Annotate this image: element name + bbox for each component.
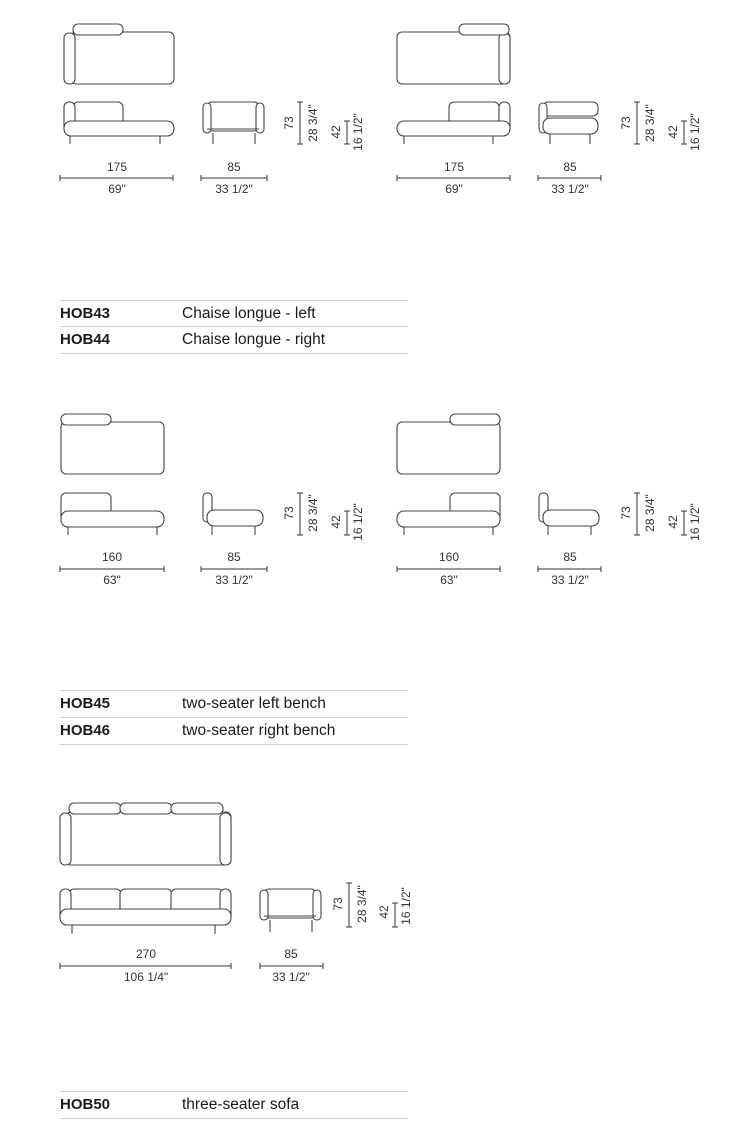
product-code: HOB45 xyxy=(60,695,111,712)
depth-cm: 85 xyxy=(227,160,241,174)
height-dimension-line xyxy=(634,493,640,535)
chaise-left-top-view xyxy=(64,24,174,84)
height-dimension-line xyxy=(346,883,352,927)
width-in: 63" xyxy=(440,573,458,587)
chaise-left-front-view xyxy=(64,102,174,144)
depth-in: 33 1/2" xyxy=(215,573,253,587)
width-in: 69" xyxy=(108,182,126,196)
height-in: 28 3/4" xyxy=(643,494,657,532)
height-in: 28 3/4" xyxy=(306,494,320,532)
product-name: Chaise longue - right xyxy=(182,331,326,348)
product-row xyxy=(60,691,408,717)
depth-in: 33 1/2" xyxy=(551,182,589,196)
sofa-side-view xyxy=(260,889,321,932)
bench-left-front-view xyxy=(61,493,164,535)
height-in: 28 3/4" xyxy=(355,885,369,923)
sofa-front-view xyxy=(60,889,231,934)
seat-in: 16 1/2" xyxy=(399,887,413,925)
width-in: 63" xyxy=(103,573,121,587)
seat-dimension-line xyxy=(392,903,398,927)
depth-cm: 85 xyxy=(284,947,298,961)
height-cm: 73 xyxy=(619,506,633,520)
width-cm: 270 xyxy=(135,947,157,961)
depth-in: 33 1/2" xyxy=(272,970,310,984)
width-dimension-line xyxy=(60,175,173,181)
seat-in: 16 1/2" xyxy=(351,503,365,541)
product-row xyxy=(60,718,408,744)
depth-in: 33 1/2" xyxy=(215,182,253,196)
seat-dimension-line xyxy=(681,121,687,144)
table-rule xyxy=(60,353,408,354)
product-code: HOB44 xyxy=(60,331,111,348)
product-code: HOB46 xyxy=(60,722,111,739)
bench-right-front-view xyxy=(397,493,500,535)
depth-dimension-line xyxy=(538,175,601,181)
height-dimension-line xyxy=(297,102,303,144)
width-cm: 160 xyxy=(438,550,460,564)
sofa-top-view xyxy=(60,803,231,865)
seat-dimension-line xyxy=(681,511,687,535)
width-in: 69" xyxy=(445,182,463,196)
seat-in: 16 1/2" xyxy=(351,113,365,151)
seat-cm: 42 xyxy=(377,905,391,919)
height-cm: 73 xyxy=(282,506,296,520)
height-cm: 73 xyxy=(282,116,296,130)
product-row xyxy=(60,1092,408,1118)
width-cm: 160 xyxy=(101,550,123,564)
height-cm: 73 xyxy=(619,116,633,130)
product-code: HOB43 xyxy=(60,305,111,322)
depth-cm: 85 xyxy=(563,550,577,564)
bench-right-side-view xyxy=(539,493,599,535)
seat-cm: 42 xyxy=(666,515,680,529)
chaise-right-front-view xyxy=(397,102,510,144)
seat-dimension-line xyxy=(344,511,350,535)
depth-dimension-line xyxy=(201,175,267,181)
height-in: 28 3/4" xyxy=(643,104,657,142)
product-name: two-seater right bench xyxy=(182,722,336,739)
product-row xyxy=(60,301,408,327)
seat-in: 16 1/2" xyxy=(688,113,702,151)
width-cm: 175 xyxy=(443,160,465,174)
seat-in: 16 1/2" xyxy=(688,503,702,541)
product-name: two-seater left bench xyxy=(182,695,326,712)
bench-left-side-view xyxy=(203,493,263,535)
product-name: three-seater sofa xyxy=(182,1096,300,1113)
depth-in: 33 1/2" xyxy=(551,573,589,587)
table-rule xyxy=(60,1118,408,1119)
depth-cm: 85 xyxy=(227,550,241,564)
chaise-right-top-view xyxy=(397,24,510,84)
product-row xyxy=(60,327,408,353)
width-cm: 175 xyxy=(106,160,128,174)
chaise-left-side-view xyxy=(203,102,264,144)
depth-dimension-line xyxy=(538,566,601,572)
width-in: 106 1/4" xyxy=(123,970,169,984)
depth-dimension-line xyxy=(260,963,323,969)
height-in: 28 3/4" xyxy=(306,104,320,142)
seat-cm: 42 xyxy=(329,125,343,139)
width-dimension-line xyxy=(397,566,500,572)
bench-left-top-view xyxy=(61,414,164,474)
seat-dimension-line xyxy=(344,121,350,144)
depth-cm: 85 xyxy=(563,160,577,174)
product-code: HOB50 xyxy=(60,1096,111,1113)
width-dimension-line xyxy=(60,566,164,572)
width-dimension-line xyxy=(397,175,510,181)
width-dimension-line xyxy=(60,963,231,969)
depth-dimension-line xyxy=(201,566,267,572)
height-cm: 73 xyxy=(331,897,345,911)
table-rule xyxy=(60,744,408,745)
bench-right-top-view xyxy=(397,414,500,474)
height-dimension-line xyxy=(297,493,303,535)
seat-cm: 42 xyxy=(666,125,680,139)
product-name: Chaise longue - left xyxy=(182,305,316,322)
seat-cm: 42 xyxy=(329,515,343,529)
chaise-right-side-view xyxy=(539,102,598,144)
height-dimension-line xyxy=(634,102,640,144)
